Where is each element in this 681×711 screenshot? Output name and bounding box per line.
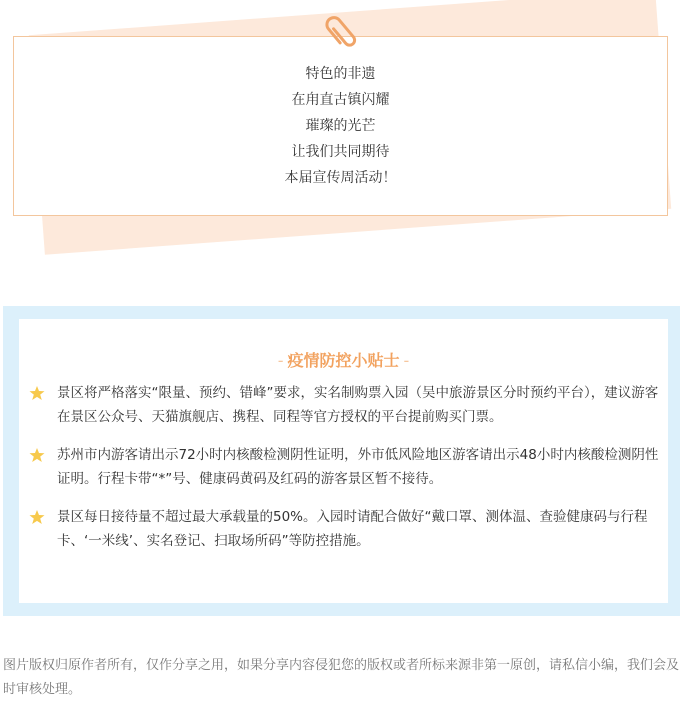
tips-panel: [3, 306, 680, 616]
note-card: [13, 36, 668, 216]
copyright-notice: 图片版权归原作者所有，仅作分享之用，如果分享内容侵犯您的版权或者所标来源非第一原创，请私信小编，我们会及时审核处理。: [3, 658, 680, 697]
list-item: [29, 443, 659, 491]
note-line: 璀璨的光芒: [305, 118, 376, 134]
paperclip-icon: [318, 10, 364, 56]
note-line: 让我们共同期待: [291, 144, 390, 160]
tips-card: [19, 319, 668, 603]
star-icon: [29, 509, 45, 525]
note-section: [0, 0, 681, 260]
star-icon: [29, 385, 45, 401]
star-icon: [29, 447, 45, 463]
title-dash-left: -: [277, 351, 284, 370]
note-line: 本届宣传周活动！: [284, 170, 397, 186]
list-item: [29, 505, 659, 553]
tips-title: 疫情防控小贴士: [287, 351, 400, 370]
title-dash-right: -: [403, 351, 410, 370]
tip-text: 景区每日接待量不超过最大承载量的50%。入园时请配合做好“戴口罩、测体温、查验健康码与行程卡、‘一米线’、实名登记、扫取场所码”等防控措施。: [57, 509, 648, 549]
note-text: [14, 61, 667, 191]
tips-list: [29, 381, 659, 567]
list-item: [29, 381, 659, 429]
tip-text: 景区将严格落实“限量、预约、错峰”要求，实名制购票入园（吴中旅游景区分时预约平台），建议游客在景区公众号、天猫旗舰店、携程、同程等官方授权的平台提前购买门票。: [57, 385, 659, 425]
note-line: 在甪直古镇闪耀: [291, 92, 390, 108]
note-line: 特色的非遗: [305, 66, 376, 82]
tip-text: 苏州市内游客请出示72小时内核酸检测阴性证明，外市低风险地区游客请出示48小时内核酸检测阴性证明。行程卡带“*”号、健康码黄码及红码的游客景区暂不接待。: [57, 447, 659, 487]
tips-heading: [19, 349, 668, 373]
